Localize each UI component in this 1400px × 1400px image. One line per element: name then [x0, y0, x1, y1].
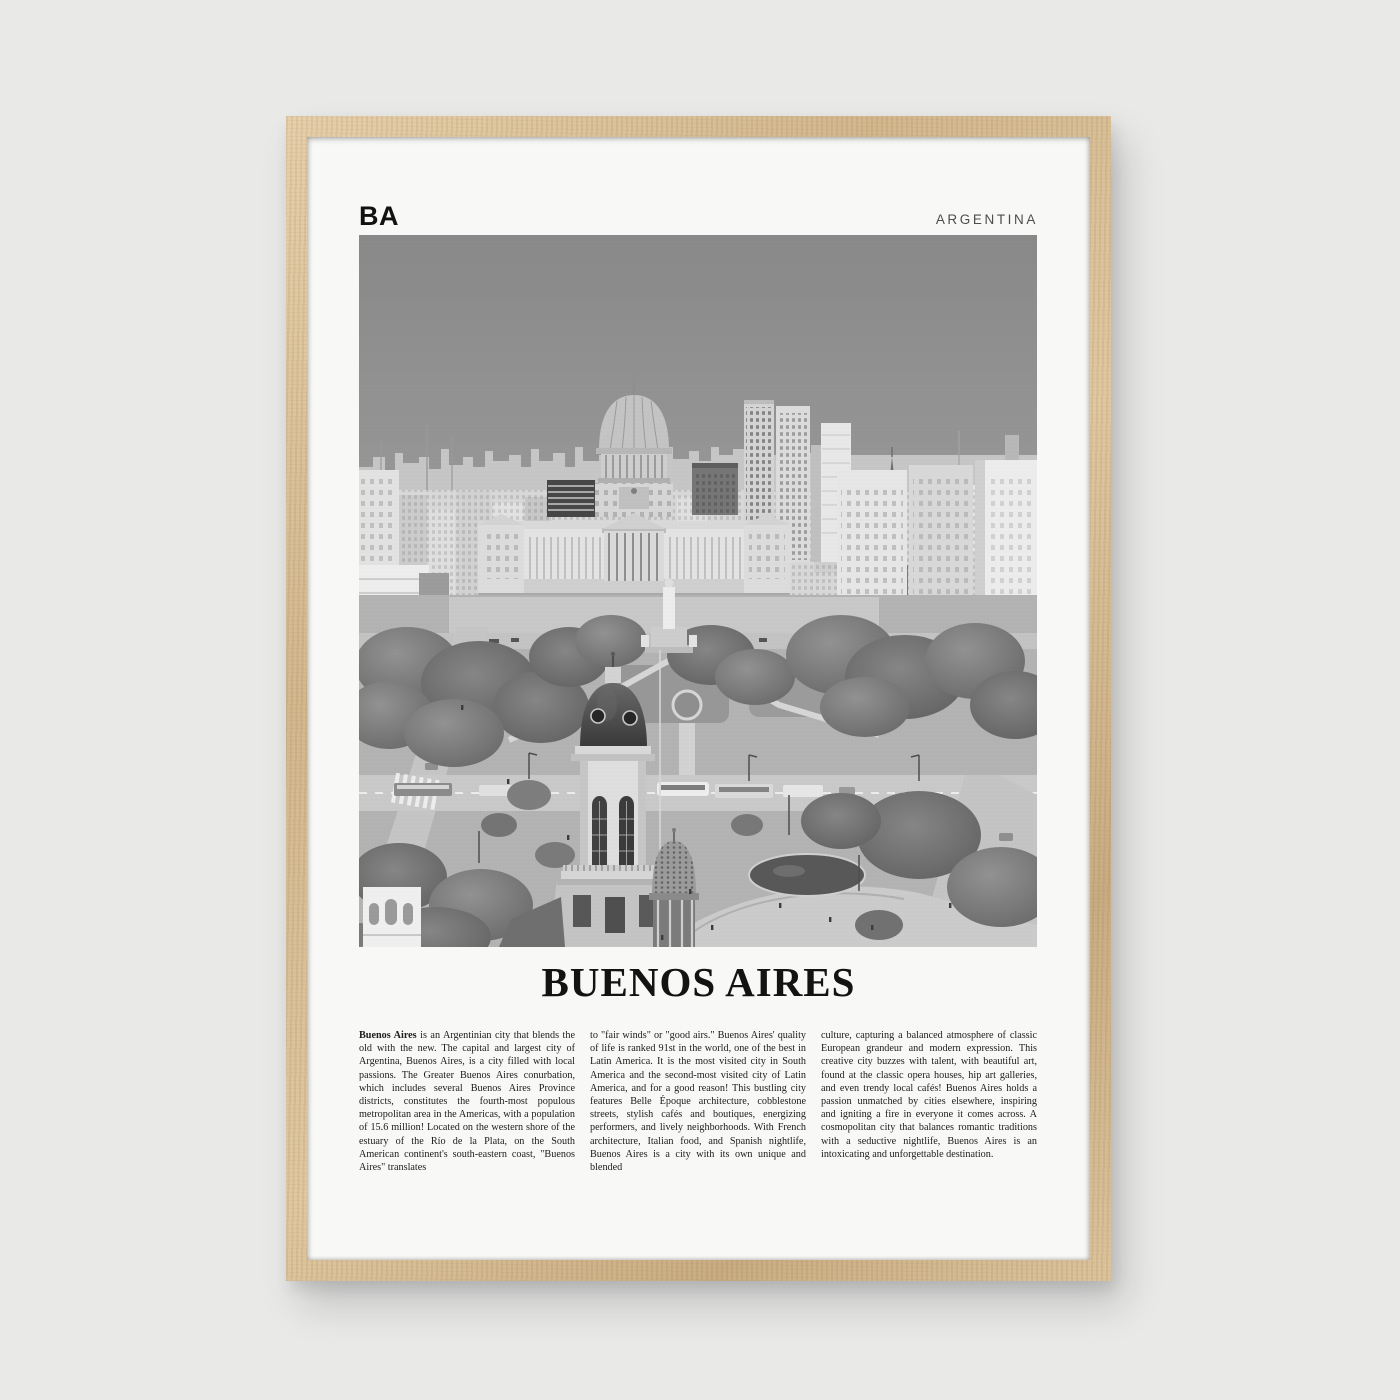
- article-column-2: to "fair winds" or "good airs." Buenos Aires' quality of life is ranked 91st in the world, one of the best in Latin America. It is the most visited city in South America and the second-most visited city of Latin America, and for a good reason! This bustling city features Belle Époque architecture, cobblestone streets, stylish cafés and boutiques, energizing performers, and lively neighborhoods. With French architecture, Italian food, and Spanish nightlife, Buenos Aires is a city with its own unique and blended: [590, 1030, 806, 1174]
- poster-header: [359, 195, 1038, 231]
- poster: [307, 137, 1090, 1260]
- city-monogram: BA: [359, 201, 399, 231]
- poster-title: BUENOS AIRES: [541, 959, 856, 1005]
- article-column-1: Buenos Aires is an Argentinian city that blends the old with the new. The capital and largest city of Argentina, Buenos Aires, is a city filled with local passions. The Greater Buenos Aires conurbation, which includes several Buenos Aires Province districts, constitutes the fourth-most populous metropolitan area in the Americas, with a population of 15.6 million! Located on the western shore of the estuary of the Río de la Plata, on the South American continent's south-eastern coast, "Buenos Aires" translates: [359, 1030, 576, 1174]
- photo-svg: [359, 235, 1037, 947]
- picture-frame: [286, 116, 1111, 1281]
- article: [359, 1029, 1038, 1174]
- article-column-3: culture, capturing a balanced atmosphere of classic European grandeur and modern expression. This creative city buzzes with talent, with beautiful art, found at the classic opera houses, hip art galleries, and even trendy local cafés! Buenos Aires holds a passion unmatched by cities elsewhere, inspiring and igniting a fire in everyone it comes across. A cosmopolitan city that balances romantic traditions with a seductive nightlife, Buenos Aires is an intoxicating and unforgettable destination.: [821, 1030, 1037, 1160]
- article-lead: Buenos Aires: [359, 1030, 417, 1041]
- photo: [359, 235, 1037, 947]
- country-label: ARGENTINA: [935, 212, 1038, 227]
